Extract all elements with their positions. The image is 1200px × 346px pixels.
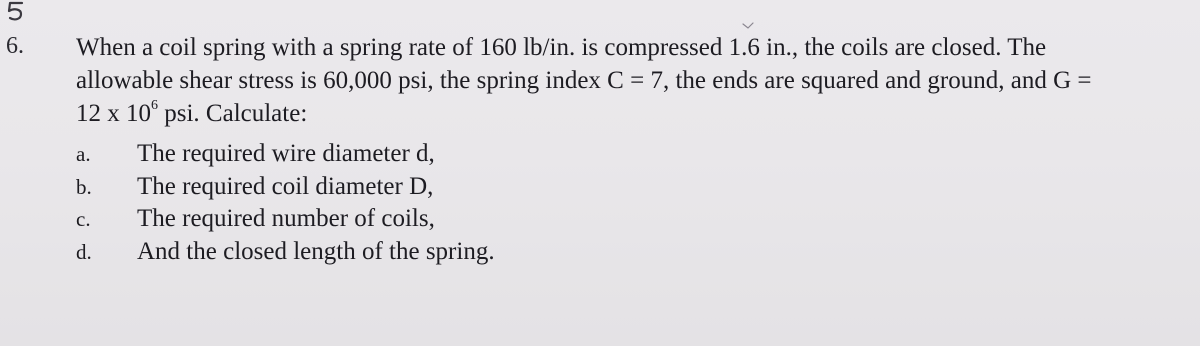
problem-statement-line-2: allowable shear stress is 60,000 psi, the spring index C = 7, the ends are squared and ground, and G =	[76, 67, 1092, 94]
modulus-base: 12 x 10	[76, 100, 151, 127]
question-item-b	[76, 171, 495, 204]
question-item-d	[76, 236, 495, 269]
modulus-exponent: 6	[151, 98, 158, 113]
problem-number: 6.	[6, 33, 24, 59]
problem-statement	[76, 31, 1166, 130]
item-letter: b.	[76, 174, 92, 199]
item-text: And the closed length of the spring.	[137, 237, 495, 265]
item-text: The required number of coils,	[137, 205, 435, 232]
item-text: The required coil diameter D,	[137, 172, 434, 200]
question-item-a	[76, 138, 495, 171]
question-item-c	[76, 203, 495, 236]
pen-tick-mark	[742, 22, 754, 30]
calculate-prompt: psi. Calculate:	[158, 100, 308, 127]
item-text: The required wire diameter d,	[137, 140, 435, 167]
handwritten-five-mark	[4, 0, 30, 24]
question-list	[76, 138, 495, 268]
item-letter: a.	[76, 142, 91, 166]
item-letter: c.	[76, 207, 91, 231]
problem-statement-line-3	[76, 97, 1166, 130]
item-letter: d.	[76, 239, 92, 264]
problem-statement-line-1: When a coil spring with a spring rate of 160 lb/in. is compressed 1.6 in., the coils are closed. The	[76, 34, 1047, 61]
